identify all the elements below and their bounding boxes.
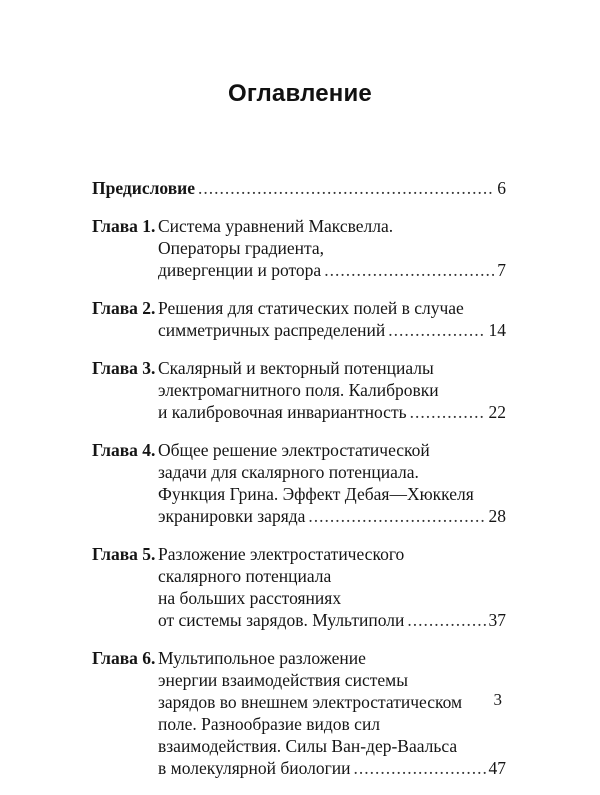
dot-leader [388,319,485,341]
chapter-title-line: и калибровочная инвариантность [158,402,407,422]
dot-leader [198,177,494,199]
chapter-title-last-line [158,505,506,527]
chapter-page-number: 28 [488,506,506,526]
chapter-title-line: Система уравнений Максвелла. [158,216,394,236]
chapter-title-line: электромагнитного поля. Калибровки [158,380,439,400]
chapter-label: Глава 6. [92,648,156,668]
toc-entry-chapter-3 [92,357,506,423]
chapter-page-number: 7 [497,260,506,280]
chapter-title-line: Операторы градиента, [158,238,324,258]
chapter-label: Глава 4. [92,440,156,460]
dot-leader [354,757,486,779]
chapter-label: Глава 2. [92,298,156,318]
dot-leader [410,401,486,423]
toc-entry-chapter-6 [92,647,506,779]
chapter-title-last-line [158,757,506,779]
chapter-title-line: в молекулярной биологии [158,758,351,778]
chapter-title-line: экранировки заряда [158,506,306,526]
toc-entry-chapter-2 [92,297,506,341]
chapter-title-line: Общее решение электростатической [158,440,430,460]
preface-label: Предисловие [92,178,196,198]
chapter-label: Глава 3. [92,358,156,378]
chapter-title-line: задачи для скалярного потенциала. [158,462,419,482]
chapter-title-line: Разложение электростатического [158,544,405,564]
chapter-title-line: дивергенции и ротора [158,260,322,280]
chapter-title [158,297,506,341]
chapter-title [158,439,506,527]
toc-entry-chapter-1 [92,215,506,281]
chapter-title-line: Скалярный и векторный потенциалы [158,358,434,378]
chapter-title-line: Мультипольное разложение [158,648,366,668]
dot-leader [407,609,485,631]
page-number: 3 [493,690,502,709]
chapter-page-number: 37 [488,610,506,630]
table-of-contents [92,177,506,795]
chapter-title-line: скалярного потенциала [158,566,332,586]
chapter-title-line: на больших расстояниях [158,588,342,608]
chapter-title-last-line [158,319,506,341]
chapter-title-last-line [158,609,506,631]
chapter-page-number: 22 [488,402,506,422]
chapter-title-line: от системы зарядов. Мультиполи [158,610,405,630]
preface-page-number: 6 [497,178,506,198]
chapter-title [158,543,506,631]
chapter-title [158,215,506,281]
toc-entry-chapter-5 [92,543,506,631]
chapter-title-line: поле. Разнообразие видов сил [158,714,381,734]
chapter-title-line: зарядов во внешнем электростатическом [158,692,463,712]
dot-leader [308,505,485,527]
chapter-title-line: симметричных распределений [158,320,386,340]
page-title: Оглавление [228,80,372,107]
toc-entry-chapter-4 [92,439,506,527]
dot-leader [324,259,494,281]
chapter-title [158,647,506,779]
chapter-title-line: энергии взаимодействия системы [158,670,408,690]
chapter-title-line: Функция Грина. Эффект Дебая—Хюккеля [158,484,474,504]
chapter-title-last-line [158,401,506,423]
chapter-title [158,357,506,423]
chapter-page-number: 47 [488,758,506,778]
chapter-label: Глава 5. [92,544,156,564]
chapter-title-line: Решения для статических полей в случае [158,298,464,318]
chapter-title-line: взаимодействия. Силы Ван-дер-Ваальса [158,736,458,756]
chapter-page-number: 14 [488,320,506,340]
chapter-title-last-line [158,259,506,281]
chapter-label: Глава 1. [92,216,156,236]
toc-entry-preface [92,177,506,199]
